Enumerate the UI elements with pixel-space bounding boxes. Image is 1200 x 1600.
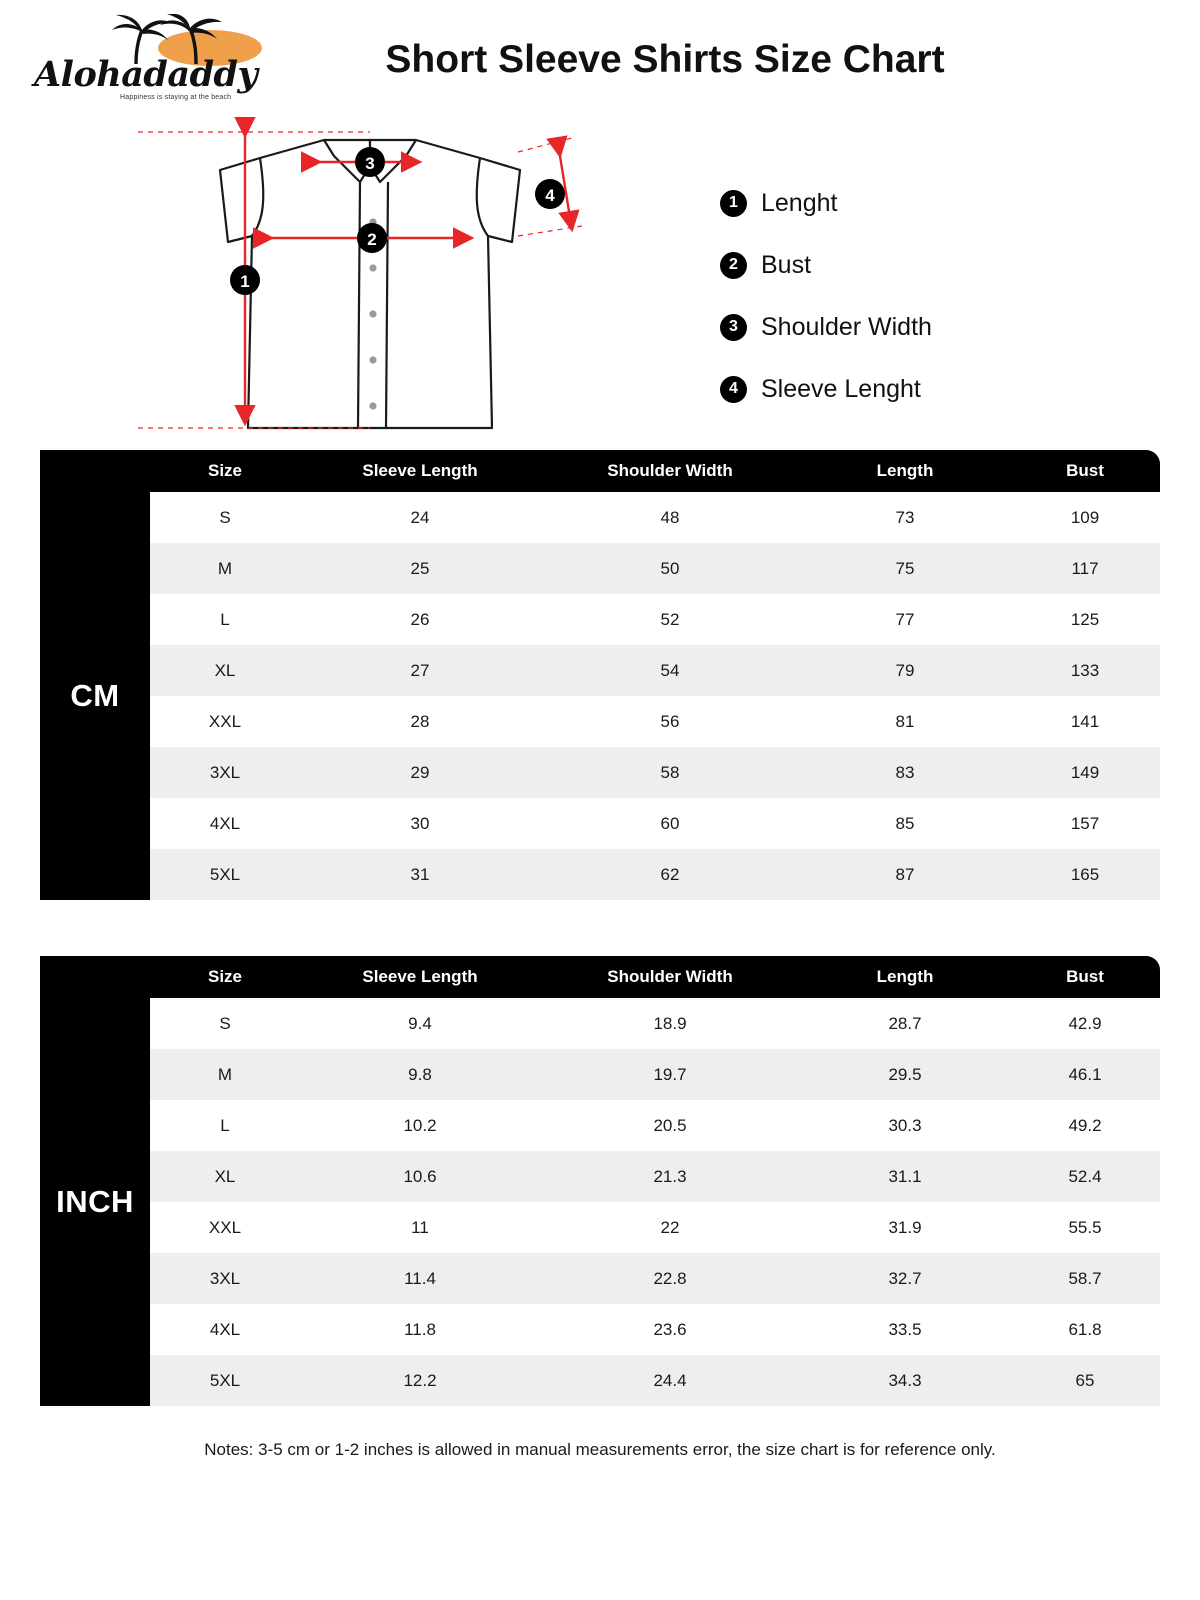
table-row: [40, 798, 1160, 849]
cell-bust: 61.8: [1010, 1304, 1160, 1355]
cell-bust: 55.5: [1010, 1202, 1160, 1253]
cell-bust: 49.2: [1010, 1100, 1160, 1151]
col-header-shoulder-width: Shoulder Width: [540, 450, 800, 492]
cell-sleeve-length: 9.4: [300, 998, 540, 1049]
cell-bust: 46.1: [1010, 1049, 1160, 1100]
cell-size: XXL: [150, 696, 300, 747]
unit-header-inch: [40, 956, 150, 998]
col-header-size: Size: [150, 956, 300, 998]
table-header-row: [40, 450, 1160, 492]
col-header-sleeve-length: Sleeve Length: [300, 450, 540, 492]
cell-bust: 58.7: [1010, 1253, 1160, 1304]
cell-size: 4XL: [150, 1304, 300, 1355]
cell-shoulder-width: 62: [540, 849, 800, 900]
table-row: [40, 1100, 1160, 1151]
cell-shoulder-width: 52: [540, 594, 800, 645]
cell-size: L: [150, 594, 300, 645]
svg-text:4: 4: [545, 186, 555, 205]
cell-sleeve-length: 26: [300, 594, 540, 645]
cell-length: 32.7: [800, 1253, 1010, 1304]
cell-size: L: [150, 1100, 300, 1151]
legend-item-shoulder-width: [720, 296, 1140, 358]
cell-bust: 42.9: [1010, 998, 1160, 1049]
cell-length: 33.5: [800, 1304, 1010, 1355]
cell-bust: 157: [1010, 798, 1160, 849]
cell-sleeve-length: 12.2: [300, 1355, 540, 1406]
cell-length: 79: [800, 645, 1010, 696]
page-header: [0, 0, 1200, 110]
cell-size: M: [150, 1049, 300, 1100]
cell-size: 5XL: [150, 849, 300, 900]
cell-sleeve-length: 28: [300, 696, 540, 747]
measurement-diagram: [0, 110, 1200, 450]
cell-length: 31.9: [800, 1202, 1010, 1253]
unit-cell-inch: INCH: [40, 998, 150, 1406]
table-row: [40, 1253, 1160, 1304]
cell-shoulder-width: 50: [540, 543, 800, 594]
col-header-bust: Bust: [1010, 956, 1160, 998]
legend-label-sleeve-length: Sleeve Lenght: [761, 374, 921, 403]
table-row: [40, 849, 1160, 900]
table-spacer: [0, 900, 1200, 956]
cell-bust: 125: [1010, 594, 1160, 645]
cell-sleeve-length: 10.2: [300, 1100, 540, 1151]
cell-bust: 109: [1010, 492, 1160, 543]
size-table-inch: [40, 956, 1160, 1406]
table-row: [40, 747, 1160, 798]
unit-cell-cm: CM: [40, 492, 150, 900]
cell-bust: 165: [1010, 849, 1160, 900]
svg-text:2: 2: [367, 230, 377, 249]
col-header-length: Length: [800, 450, 1010, 492]
col-header-size: Size: [150, 450, 300, 492]
legend-label-length: Lenght: [761, 188, 838, 217]
legend-label-shoulder-width: Shoulder Width: [761, 312, 932, 341]
col-header-shoulder-width: Shoulder Width: [540, 956, 800, 998]
svg-text:3: 3: [365, 154, 375, 173]
cell-sleeve-length: 27: [300, 645, 540, 696]
cell-length: 81: [800, 696, 1010, 747]
cell-shoulder-width: 19.7: [540, 1049, 800, 1100]
cell-size: 3XL: [150, 747, 300, 798]
legend-item-sleeve-length: [720, 358, 1140, 420]
cell-length: 83: [800, 747, 1010, 798]
table-header-row: [40, 956, 1160, 998]
cell-bust: 149: [1010, 747, 1160, 798]
cell-shoulder-width: 21.3: [540, 1151, 800, 1202]
cell-bust: 133: [1010, 645, 1160, 696]
marker-4-icon: 4: [720, 376, 747, 403]
cell-size: S: [150, 998, 300, 1049]
table-row: [40, 998, 1160, 1049]
table-row: [40, 1049, 1160, 1100]
cell-shoulder-width: 48: [540, 492, 800, 543]
col-header-sleeve-length: Sleeve Length: [300, 956, 540, 998]
cell-size: XXL: [150, 1202, 300, 1253]
cell-shoulder-width: 23.6: [540, 1304, 800, 1355]
cell-length: 85: [800, 798, 1010, 849]
cell-length: 87: [800, 849, 1010, 900]
cell-sleeve-length: 11.8: [300, 1304, 540, 1355]
page-title: Short Sleeve Shirts Size Chart: [385, 38, 945, 81]
table-row: [40, 696, 1160, 747]
cell-length: 31.1: [800, 1151, 1010, 1202]
cell-length: 29.5: [800, 1049, 1010, 1100]
table-row: [40, 1355, 1160, 1406]
cell-size: XL: [150, 645, 300, 696]
cell-length: 28.7: [800, 998, 1010, 1049]
cell-size: 5XL: [150, 1355, 300, 1406]
brand-tagline: Happiness is staying at the beach: [120, 94, 232, 101]
cell-bust: 117: [1010, 543, 1160, 594]
cell-shoulder-width: 22: [540, 1202, 800, 1253]
cell-size: S: [150, 492, 300, 543]
col-header-bust: Bust: [1010, 450, 1160, 492]
short-sleeve-shirt-outline-icon: [120, 110, 640, 450]
table-row: [40, 492, 1160, 543]
inch-table-block: [40, 956, 1160, 1406]
cell-length: 30.3: [800, 1100, 1010, 1151]
cell-sleeve-length: 24: [300, 492, 540, 543]
table-row: [40, 1151, 1160, 1202]
cell-sleeve-length: 25: [300, 543, 540, 594]
table-row: [40, 1304, 1160, 1355]
marker-1-icon: 1: [720, 190, 747, 217]
cell-size: 4XL: [150, 798, 300, 849]
table-row: [40, 594, 1160, 645]
cell-length: 75: [800, 543, 1010, 594]
cell-sleeve-length: 11.4: [300, 1253, 540, 1304]
cell-bust: 52.4: [1010, 1151, 1160, 1202]
cell-shoulder-width: 54: [540, 645, 800, 696]
table-row: [40, 1202, 1160, 1253]
unit-header-cm: [40, 450, 150, 492]
cell-size: M: [150, 543, 300, 594]
cell-shoulder-width: 20.5: [540, 1100, 800, 1151]
cell-length: 77: [800, 594, 1010, 645]
notes-text: Notes: 3-5 cm or 1-2 inches is allowed in manual measurements error, the size chart is for reference only.: [204, 1440, 996, 1459]
cell-shoulder-width: 22.8: [540, 1253, 800, 1304]
brand-name: Alohadaddy: [34, 54, 258, 95]
cell-shoulder-width: 18.9: [540, 998, 800, 1049]
cell-length: 34.3: [800, 1355, 1010, 1406]
marker-3-icon: 3: [720, 314, 747, 341]
legend: [720, 172, 1140, 420]
legend-label-bust: Bust: [761, 250, 812, 279]
cell-sleeve-length: 29: [300, 747, 540, 798]
cell-sleeve-length: 9.8: [300, 1049, 540, 1100]
marker-2-icon: 2: [720, 252, 747, 279]
cell-shoulder-width: 58: [540, 747, 800, 798]
cell-sleeve-length: 31: [300, 849, 540, 900]
cell-sleeve-length: 11: [300, 1202, 540, 1253]
cell-sleeve-length: 30: [300, 798, 540, 849]
svg-text:1: 1: [240, 272, 250, 291]
legend-item-length: [720, 172, 1140, 234]
cell-size: XL: [150, 1151, 300, 1202]
table-row: [40, 543, 1160, 594]
size-table-cm: [40, 450, 1160, 900]
cell-size: 3XL: [150, 1253, 300, 1304]
cell-shoulder-width: 56: [540, 696, 800, 747]
col-header-length: Length: [800, 956, 1010, 998]
cell-bust: 65: [1010, 1355, 1160, 1406]
cell-sleeve-length: 10.6: [300, 1151, 540, 1202]
cm-table-block: [40, 450, 1160, 900]
table-row: [40, 645, 1160, 696]
legend-item-bust: [720, 234, 1140, 296]
cell-length: 73: [800, 492, 1010, 543]
cell-shoulder-width: 24.4: [540, 1355, 800, 1406]
cell-bust: 141: [1010, 696, 1160, 747]
cell-shoulder-width: 60: [540, 798, 800, 849]
